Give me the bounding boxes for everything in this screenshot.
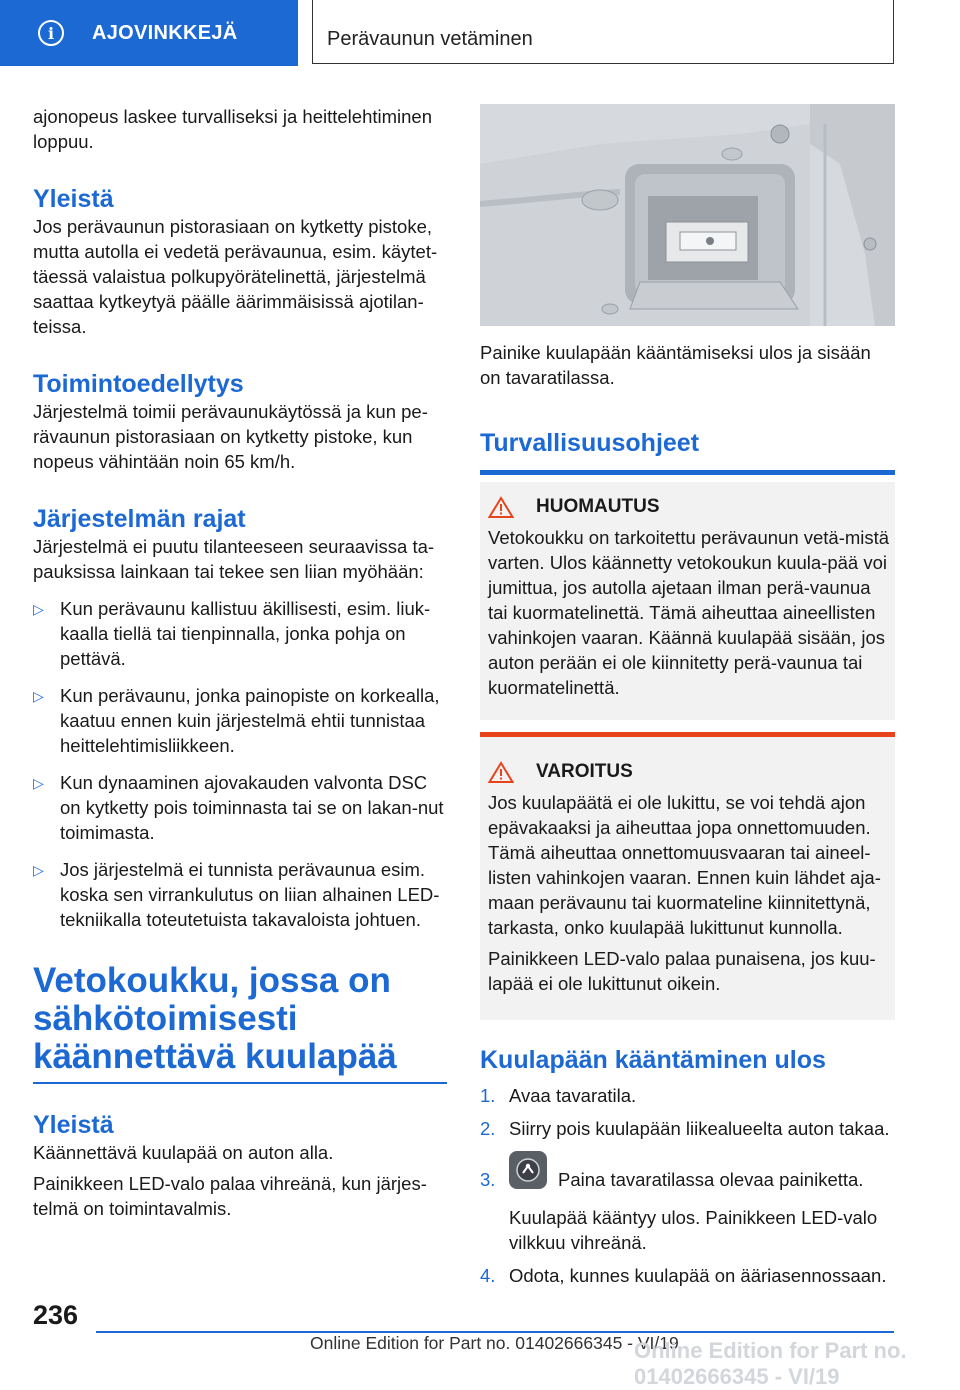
body-text: Jos perävaunun pistorasiaan on kytketty pistoke, mutta autolla ei vedetä perävaunua, esim. käytet-täessä valaistua polkupyörätelinettä, järjestelmä saattaa kytkeytyä päälle äärimmäisissä ajotilan-teissa. [33, 216, 438, 337]
section-heading: Toimintoedellytys [33, 370, 244, 398]
list-item: ▷ Kun perävaunu kallistuu äkillisesti, esim. liuk-kaalla tiellä tai tienpinnalla, jonka pohja on pettävä. [33, 598, 431, 669]
step-item: 4. Odota, kunnes kuulapää on ääriasennossaan. [480, 1265, 887, 1286]
trunk-illustration [480, 104, 895, 326]
page-header [312, 0, 894, 64]
warning-title: VAROITUS [536, 761, 633, 782]
notice-title-row [488, 494, 890, 519]
body-text: Painikkeen LED-valo palaa vihreänä, kun järjes-telmä on toimintavalmis. [33, 1173, 427, 1219]
step-item: 1. Avaa tavaratila. [480, 1085, 637, 1106]
figure-caption: Painike kuulapään kääntämiseksi ulos ja sisään on tavaratilassa. [480, 342, 871, 388]
warning-text: Painikkeen LED-valo palaa punaisena, jos kuu-lapää ei ole lukittunut oikein. [488, 948, 876, 994]
main-heading: Vetokoukku, jossa on sähkötoimisesti käännettävä kuulapää [33, 962, 447, 1084]
section-heading: Järjestelmän rajat [33, 505, 246, 533]
chapter-tab-label: AJOVINKKEJÄ [92, 21, 238, 44]
triangle-bullet-icon: ▷ [33, 775, 44, 791]
notice-box [480, 482, 895, 720]
triangle-bullet-icon: ▷ [33, 601, 44, 617]
intro-text: ajonopeus laskee turvalliseksi ja heittelehtiminen loppuu. [33, 106, 433, 152]
section-heading: Yleistä [33, 1111, 114, 1139]
notice-text: Vetokoukku on tarkoitettu perävaunun vetä-mistä varten. Ulos käännetty vetokoukun kuula-pää voi jumittua, jos autolla ajetaan ilman perä-vaunua tai kuormatelinettä. Tämä aiheuttaa aineellisten vahinkojen vaaran. Käännä kuulapää sisään, jos auton perään ei ole kiinnitetty perä-vaunua tai kuormatelinettä. [488, 527, 890, 698]
edition-text: Online Edition for Part no. 01402666345 - VI/19 [310, 1333, 679, 1353]
list-item: ▷ Kun dynaaminen ajovakauden valvonta DSC on kytketty pois toiminnasta tai se on lakan-nut toimimasta. [33, 772, 444, 843]
watermark: Online Edition for Part no. 01402666345 - VI/19 [634, 1338, 907, 1389]
body-text: Järjestelmä toimii perävaunukäytössä ja kun pe-rävaunun pistorasiaan on kytketty pistoke, kun nopeus vähintään noin 65 km/h. [33, 401, 428, 472]
section-heading: Turvallisuusohjeet [480, 428, 895, 475]
steps-section [480, 1045, 895, 1288]
warning-text: Jos kuulapäätä ei ole lukittu, se voi tehdä ajon epävakaaksi ja aiheuttaa jopa onnettomuuden. Tämä aiheuttaa onnettomuusvaaran tai aineel-listen vahinkojen vaaran. Ennen kuin lähdet aja-maan perävaunu tai kuormateline kiinnitettynä, tarkasta, onko kuulapää lukittunut kunnolla. [488, 792, 881, 938]
list-item: ▷ Kun perävaunu, jonka painopiste on korkealla, kaatuu ennen kuin järjestelmä ehtii tunnistaa heittelehtimisliikkeen. [33, 685, 440, 756]
list-item: ▷ Jos järjestelmä ei tunnista perävaunua esim. koska sen virrankulutus on liian alhainen LED-tekniikalla toteutetuista takavaloista johtuen. [33, 859, 440, 930]
trailer-hitch-button-icon [509, 1151, 547, 1189]
triangle-bullet-icon: ▷ [33, 862, 44, 878]
page-number: 236 [33, 1300, 79, 1330]
warning-triangle-icon [488, 496, 514, 518]
trunk-drawing [480, 104, 895, 326]
info-icon: i [38, 20, 64, 46]
step-subtext: Kuulapää kääntyy ulos. Painikkeen LED-valo vilkkuu vihreänä. [509, 1207, 878, 1253]
right-column [480, 340, 895, 475]
section-heading: Yleistä [33, 185, 114, 213]
warning-triangle-icon [488, 761, 514, 783]
warning-box [480, 737, 895, 1020]
section-heading: Kuulapään kääntäminen ulos [480, 1046, 826, 1074]
page-title: Perävaunun vetäminen [327, 28, 533, 50]
notice-title: HUOMAUTUS [536, 496, 660, 517]
step-item: 3. Paina tavaratilassa olevaa painiketta. [480, 1151, 895, 1195]
chapter-tab[interactable] [0, 0, 298, 66]
triangle-bullet-icon: ▷ [33, 688, 44, 704]
body-text: Käännettävä kuulapää on auton alla. [33, 1142, 334, 1163]
step-item: 2. Siirry pois kuulapään liikealueelta auton takaa. [480, 1118, 890, 1139]
body-text: Järjestelmä ei puutu tilanteeseen seuraavissa ta-pauksissa lainkaan tai tekee sen liian myöhään: [33, 536, 435, 582]
left-column [33, 104, 447, 1221]
warning-title-row [488, 759, 890, 784]
